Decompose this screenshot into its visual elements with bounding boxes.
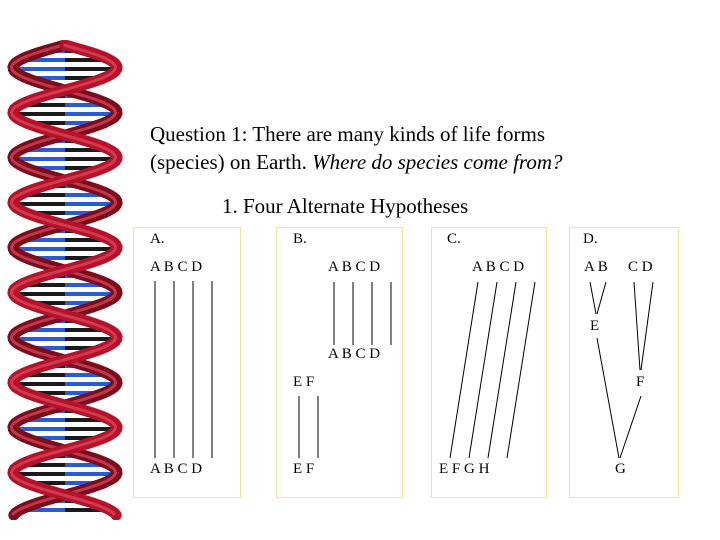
panel-b-ef-species: E F [293, 374, 315, 390]
panel-b-bottom-species: E F [293, 461, 315, 477]
question-line-2: (species) on Earth. Where do species come from? [150, 150, 563, 174]
hypotheses-title: 1. Four Alternate Hypotheses [222, 194, 469, 218]
panel-d-label: D. [583, 231, 598, 247]
panel-c-label: C. [447, 231, 461, 247]
panel-d-node-g: G [615, 461, 626, 477]
question-emphasis: Where do species come from? [312, 150, 563, 174]
panel-d-top-cd: C D [628, 259, 653, 275]
panel-b-top-species: A B C D [328, 259, 381, 275]
panel-d-node-f: F [636, 374, 645, 390]
panel-a-top-species: A B C D [150, 259, 203, 275]
question-line-1: Question 1: There are many kinds of life forms [150, 122, 546, 146]
panel-d-node-e: E [590, 318, 600, 334]
panel-d-top-ab: A B [584, 259, 608, 275]
panel-b-label: B. [293, 231, 307, 247]
panel-c-bottom-species: E F G H [439, 461, 490, 477]
panel-b-mid-species: A B C D [328, 346, 381, 362]
panel-a-label: A. [150, 231, 165, 247]
panel-a-bottom-species: A B C D [150, 461, 203, 477]
question-text [150, 120, 670, 176]
panel-c-top-species: A B C D [472, 259, 525, 275]
dna-helix-icon [0, 40, 135, 520]
